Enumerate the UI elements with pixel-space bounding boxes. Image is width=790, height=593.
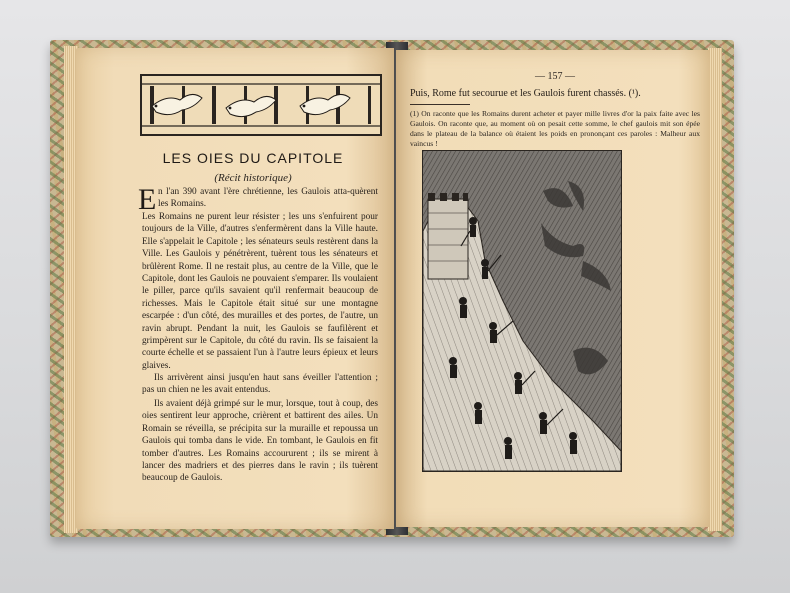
drop-cap: E [138,183,157,216]
paragraph-1-opening: n l'an 390 avant l'ère chrétienne, les Gaulois atta-quèrent les Romains. [158,187,378,210]
paragraph-2: Ils arrivèrent ainsi jusqu'en haut sans éveiller l'attention ; pas un chien ne les avait entendus. [142,373,378,396]
page-edges-right [708,48,722,531]
chapter-subtitle: (Récit historique) [214,172,292,184]
footnote: (1) On raconte que les Romains durent acheter et payer mille livres d'or la paix faite avec les Gaulois. On raconte que, au moment où on pesait cette somme, le chef gaulois mit son épée dans le plateau de la balance où étaient les poids en prononçant ces paroles : Malheur aux vaincus ! [410,109,700,148]
capitol-engraving [422,150,622,472]
right-page-top-line: Puis, Rome fut secourue et les Gaulois furent chassés. (¹). [410,88,641,99]
paragraph-3: Ils avaient déjà grimpé sur le mur, lorsque, tout à coup, des oies sentirent leur approche, crièrent et battirent des ailes. Un Romain se réveilla, se précipita sur la muraille et repoussa un Gaulois qui tomba dans le vide. En tombant, le Gaulois en fit tomber d'autres. Les Romains accoururent ; ils se mirent à lancer des madriers et des pierres dans le ravin ; ils tuèrent beaucoup de Gaulois. [142,399,378,484]
geese-header-illustration [140,74,382,136]
page-number: — 157 — [535,71,575,82]
chapter-title: LES OIES DU CAPITOLE [162,150,344,166]
footnote-rule [410,104,470,105]
paragraph-1-body: Les Romains ne purent leur résister ; les uns s'enfuirent pour toujours de la Ville, d'autres s'enfermèrent dans la Ville haute. Elle s'appelait le Capitole ; les sénateurs seuls restèrent dans la Ville. Les Gaulois y pénétrèrent, tuèrent tous les sénateurs et brûlèrent Rome. Il ne restait plus, au centre de la Ville, que le Capitole, dont les Gaulois ne pouvaient s'emparer. Ils voulaient le piller, parce qu'ils savaient qu'il renfermait beaucoup de richesses. Mais le Capitole était situé sur une montagne escarpée : d'un côté, des murailles et des portes, de l'autre, un ravin abrupt. Pendant la nuit, les Gaulois se faufilèrent et grimpèrent sur le Capitole, du côté du ravin. Ils se faisaient la courte échelle et se passaient l'un à l'autre leurs épieux et leurs glaives. [142,212,378,371]
